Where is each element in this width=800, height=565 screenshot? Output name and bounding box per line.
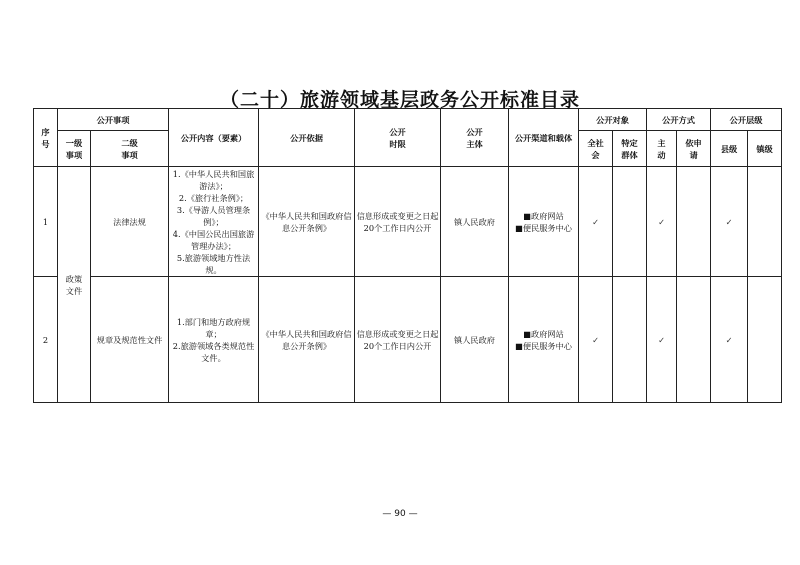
row-channel: ■政府网站 ■便民服务中心 [509, 167, 579, 277]
row-whole-society-check: ✓ [579, 277, 613, 403]
row-content: 1.部门和地方政府规章； 2.旅游领域各类规范性文件。 [169, 277, 259, 403]
row-on-request-check [677, 277, 711, 403]
header-active: 主 动 [647, 131, 677, 167]
header-level1: 一级 事项 [58, 131, 91, 167]
header-county: 县级 [711, 131, 748, 167]
header-matter: 公开事项 [58, 109, 169, 131]
level1-matter: 政策 文件 [58, 167, 91, 403]
standard-catalog-table [33, 108, 782, 403]
header-specific-group: 特定 群体 [613, 131, 647, 167]
row-town-check [748, 167, 782, 277]
row-on-request-check [677, 167, 711, 277]
row-content: 1.《中华人民共和国旅游法》； 2.《旅行社条例》； 3.《导游人员管理条例》； 4.《中国公民出国旅游管理办法》； 5.旅游领域地方性法规。 [169, 167, 259, 277]
header-method: 公开方式 [647, 109, 711, 131]
header-level2: 二级 事项 [91, 131, 169, 167]
row-level2: 法律法规 [91, 167, 169, 277]
row-specific-group-check [613, 167, 647, 277]
header-time-limit: 公开 时限 [355, 109, 441, 167]
row-specific-group-check [613, 277, 647, 403]
row-subject: 镇人民政府 [441, 167, 509, 277]
row-seq: 1 [34, 167, 58, 277]
row-subject: 镇人民政府 [441, 277, 509, 403]
header-whole-society: 全社 会 [579, 131, 613, 167]
row-time-limit: 信息形成或变更之日起20个工作日内公开 [355, 167, 441, 277]
row-town-check [748, 277, 782, 403]
page-number: — 90 — [382, 509, 418, 519]
header-channel: 公开渠道和载体 [509, 109, 579, 167]
header-object: 公开对象 [579, 109, 647, 131]
header-subject: 公开 主体 [441, 109, 509, 167]
header-level: 公开层级 [711, 109, 782, 131]
row-level2: 规章及规范性文件 [91, 277, 169, 403]
row-seq: 2 [34, 277, 58, 403]
row-basis: 《中华人民共和国政府信息公开条例》 [259, 167, 355, 277]
row-active-check: ✓ [647, 167, 677, 277]
row-active-check: ✓ [647, 277, 677, 403]
row-basis: 《中华人民共和国政府信息公开条例》 [259, 277, 355, 403]
row-county-check: ✓ [711, 277, 748, 403]
page-title: （二十）旅游领域基层政务公开标准目录 [219, 89, 580, 111]
row-county-check: ✓ [711, 167, 748, 277]
table-row [34, 167, 782, 277]
table-row [34, 277, 782, 403]
header-on-request: 依申 请 [677, 131, 711, 167]
row-time-limit: 信息形成或变更之日起20个工作日内公开 [355, 277, 441, 403]
row-whole-society-check: ✓ [579, 167, 613, 277]
header-content: 公开内容（要素） [169, 109, 259, 167]
header-basis: 公开依据 [259, 109, 355, 167]
header-town: 镇级 [748, 131, 782, 167]
row-channel: ■政府网站 ■便民服务中心 [509, 277, 579, 403]
header-seq: 序 号 [34, 109, 58, 167]
